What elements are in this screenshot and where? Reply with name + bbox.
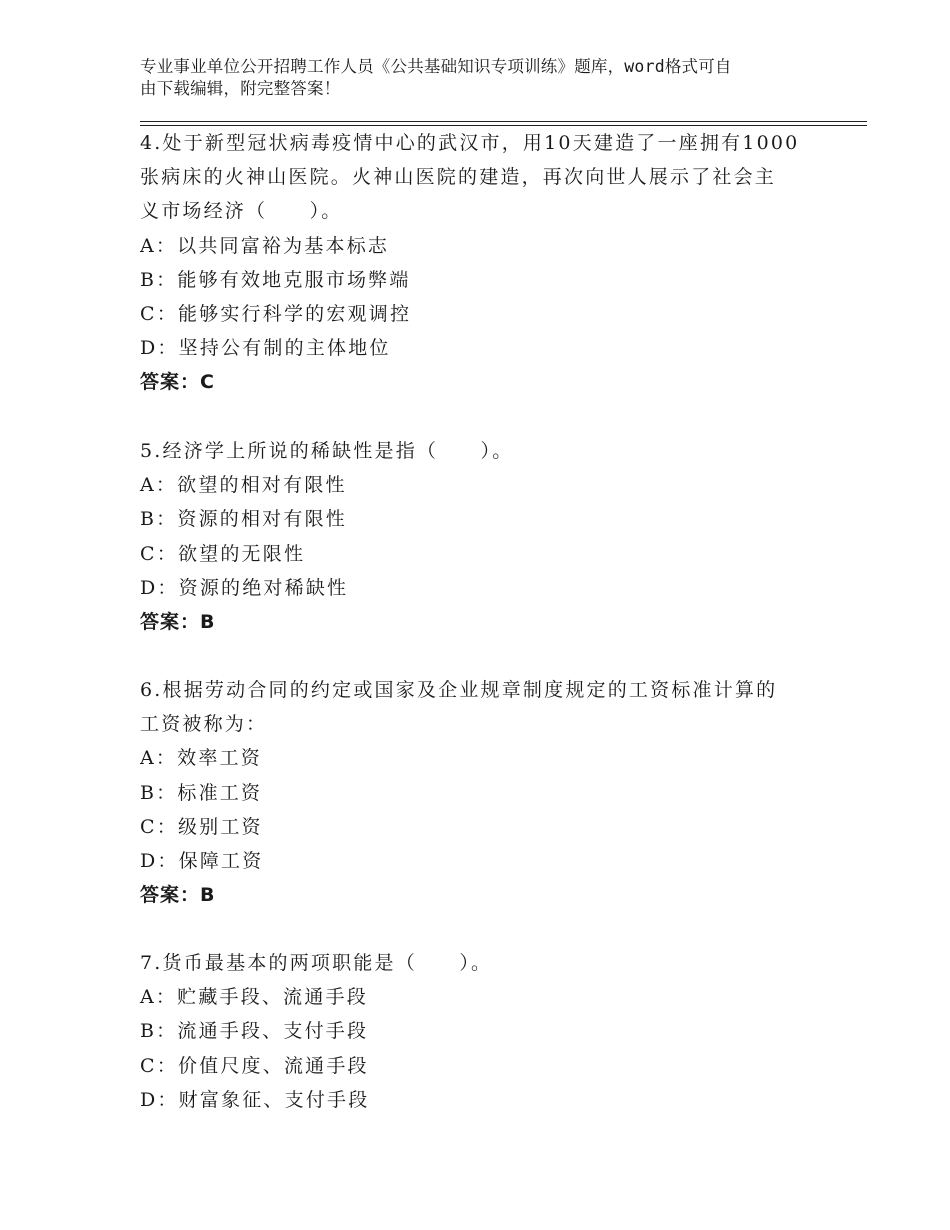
option-d: D：保障工资: [140, 850, 264, 873]
question-7: [140, 946, 840, 1117]
header-line-1: 专业事业单位公开招聘工作人员《公共基础知识专项训练》题库，word格式可自: [140, 57, 732, 76]
option-b: B：流通手段、支付手段: [140, 1020, 369, 1043]
option-d: D：财富象征、支付手段: [140, 1088, 370, 1111]
option-a: A：以共同富裕为基本标志: [140, 234, 390, 257]
question-6: [140, 673, 840, 912]
option-b: B：能够有效地克服市场弊端: [140, 268, 411, 291]
question-stem-line: 工资被称为：: [140, 713, 268, 736]
question-stem-line: 4.处于新型冠状病毒疫情中心的武汉市，用10天建造了一座拥有1000: [140, 132, 800, 154]
question-5: [140, 434, 840, 639]
question-4: [140, 126, 840, 400]
option-c: C：价值尺度、流通手段: [140, 1054, 369, 1077]
question-stem-line: 张病床的火神山医院。火神山医院的建造，再次向世人展示了社会主: [140, 166, 777, 189]
option-c: C：欲望的无限性: [140, 542, 306, 565]
question-stem-line: 5.经济学上所说的稀缺性是指（ ）。: [140, 440, 514, 462]
answer: 答案：C: [140, 371, 215, 394]
option-d: D：资源的绝对稀缺性: [140, 576, 349, 599]
document-header: [140, 56, 840, 100]
option-b: B：标准工资: [140, 781, 263, 804]
option-c: C：级别工资: [140, 815, 263, 838]
option-d: D：坚持公有制的主体地位: [140, 337, 391, 360]
question-stem-line: 7.货币最基本的两项职能是（ ）。: [140, 952, 493, 974]
answer: 答案：B: [140, 611, 216, 634]
question-stem-line: 6.根据劳动合同的约定或国家及企业规章制度规定的工资标准计算的: [140, 679, 778, 701]
answer: 答案：B: [140, 884, 216, 907]
header-rule-top: [140, 121, 867, 122]
option-c: C：能够实行科学的宏观调控: [140, 303, 412, 326]
option-a: A：效率工资: [140, 747, 262, 770]
option-b: B：资源的相对有限性: [140, 508, 347, 531]
header-line-2: 由下载编辑，附完整答案！: [140, 79, 341, 98]
option-a: A：贮藏手段、流通手段: [140, 986, 368, 1009]
option-a: A：欲望的相对有限性: [140, 474, 347, 497]
question-stem-line: 义市场经济（ ）。: [140, 200, 343, 223]
